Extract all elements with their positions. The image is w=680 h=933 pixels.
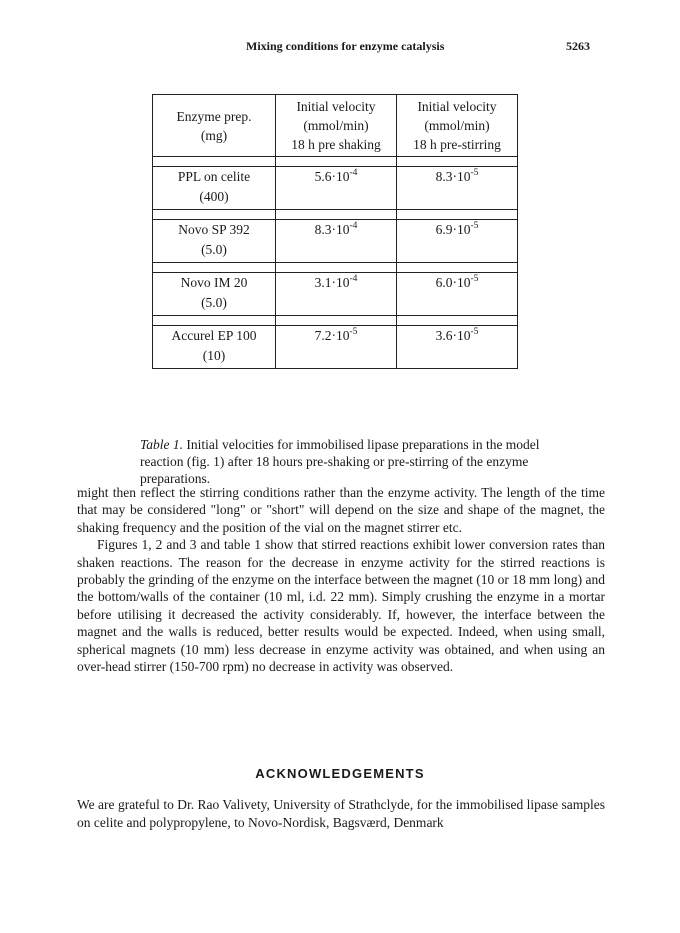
table-spacer-row [153, 210, 518, 220]
cell-enzyme [153, 167, 276, 210]
cell-velocity-shaking [276, 167, 397, 210]
enzyme-amount: (400) [199, 189, 229, 204]
header-line: Enzyme prep. [176, 108, 252, 124]
acknowledgements-text [77, 796, 605, 832]
cell-velocity-stirring [397, 326, 518, 369]
cell-enzyme [153, 220, 276, 263]
table-row [153, 220, 518, 263]
cell-enzyme [153, 273, 276, 316]
header-line: Initial velocity [296, 99, 376, 114]
velocity-exponent: -4 [349, 168, 358, 178]
table-row [153, 167, 518, 210]
velocity-mantissa: 8.3·10 [314, 222, 350, 237]
enzyme-name: Novo SP 392 [178, 222, 250, 237]
body-text [77, 484, 605, 675]
caption-text: Initial velocities for immobilised lipase preparations in the model reaction (fig. 1) after 18 hours pre-shaking or pre-stirring of the enzyme preparations. [140, 437, 540, 486]
velocity-exponent: -5 [470, 274, 479, 284]
cell-velocity-shaking [276, 220, 397, 263]
table-spacer-row [153, 263, 518, 273]
enzyme-name: Novo IM 20 [180, 275, 248, 290]
body-paragraph: Figures 1, 2 and 3 and table 1 show that stirred reactions exhibit lower conversion rates than shaken reactions. The reason for the decrease in enzyme activity for the stirred reactions is probably the grinding of the enzyme on the interface between the magnet (10 or 18 mm long) and the bottom/walls of the container (10 ml, i.d. 22 mm). Simply crushing the enzyme in a mortar before utilising it decreased the activity considerably. If, however, the interface between the magnet and the walls is reduced, better results would be expected. Indeed, when using small, spherical magnets (10 mm) less decrease in enzyme activity was obtained, and when using an over-head stirrer (150-700 rpm) no decrease in activity was observed. [77, 537, 605, 675]
header-line: (mmol/min) [303, 118, 369, 133]
header-velocity-shaking [276, 95, 397, 157]
velocity-mantissa: 6.0·10 [435, 275, 471, 290]
cell-velocity-stirring [397, 273, 518, 316]
velocity-mantissa: 3.6·10 [435, 328, 471, 343]
table-header-row [153, 95, 518, 157]
enzyme-name: PPL on celite [177, 169, 251, 184]
enzyme-amount: (5.0) [201, 242, 227, 257]
velocity-exponent: -4 [349, 274, 358, 284]
table-row [153, 326, 518, 369]
velocity-exponent: -4 [349, 221, 358, 231]
header-velocity-stirring [397, 95, 518, 157]
header-line: (mg) [200, 127, 228, 143]
velocity-mantissa: 3.1·10 [314, 275, 350, 290]
table-spacer-row [153, 157, 518, 167]
enzyme-name: Accurel EP 100 [171, 328, 257, 343]
enzyme-amount: (10) [202, 348, 226, 363]
header-line: 18 h pre-stirring [413, 137, 501, 152]
velocity-mantissa: 5.6·10 [314, 169, 350, 184]
velocity-table [152, 94, 518, 369]
cell-enzyme [153, 326, 276, 369]
velocity-mantissa: 6.9·10 [435, 222, 471, 237]
velocity-mantissa: 8.3·10 [435, 169, 471, 184]
cell-velocity-stirring [397, 167, 518, 210]
velocity-exponent: -5 [470, 327, 479, 337]
enzyme-amount: (5.0) [201, 295, 227, 310]
velocity-mantissa: 7.2·10 [314, 328, 350, 343]
table-spacer-row [153, 316, 518, 326]
table-row [153, 273, 518, 316]
header-line: Initial velocity [417, 99, 497, 114]
running-title: Mixing conditions for enzyme catalysis [246, 39, 445, 53]
cell-velocity-stirring [397, 220, 518, 263]
cell-velocity-shaking [276, 273, 397, 316]
velocity-exponent: -5 [349, 327, 358, 337]
velocity-exponent: -5 [470, 168, 479, 178]
header-line: (mmol/min) [424, 118, 490, 133]
acknowledgements-heading: ACKNOWLEDGEMENTS [255, 766, 425, 781]
acknowledgements-paragraph: We are grateful to Dr. Rao Valivety, University of Strathclyde, for the immobilised lipase samples on celite and polypropylene, to Novo-Nordisk, Bagsværd, Denmark [77, 797, 605, 830]
table-container [152, 94, 518, 369]
caption-label: Table 1. [140, 437, 184, 452]
page-number: 5263 [566, 39, 590, 53]
cell-velocity-shaking [276, 326, 397, 369]
velocity-exponent: -5 [470, 221, 479, 231]
body-paragraph: might then reflect the stirring conditions rather than the enzyme activity. The length of the time that may be considered "long" or "short" will depend on the size and shape of the magnet, the shaking frequency and the position of the vial on the magnet stirrer etc. [77, 485, 605, 535]
header-line: 18 h pre shaking [291, 137, 381, 152]
header-enzyme-prep [153, 95, 276, 157]
table-caption [140, 436, 560, 487]
running-head [0, 39, 680, 57]
